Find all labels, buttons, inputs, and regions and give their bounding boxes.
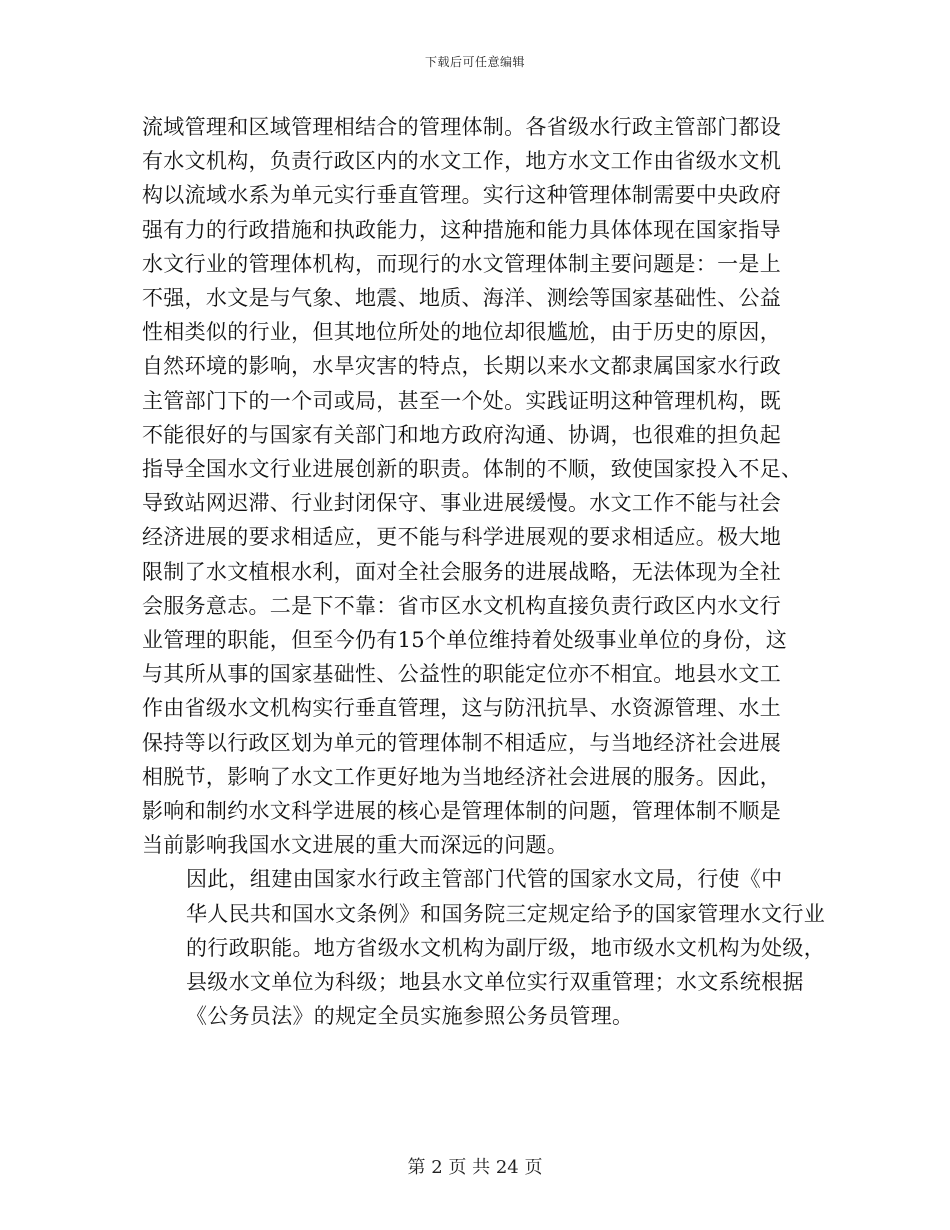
text-line: 《公务员法》的规定全员实施参照公务员管理。	[186, 1004, 634, 1029]
paragraph	[142, 862, 825, 1033]
text-line: 指导全国水文行业进展创新的职责。体制的不顺，致使国家投入不足、	[142, 457, 803, 482]
text-line: 相脱节，影响了水文工作更好地为当地经济社会进展的服务。因此，	[142, 764, 781, 789]
text-line: 导致站网迟滞、行业封闭保守、事业进展缓慢。水文工作不能与社会	[142, 491, 781, 516]
text-line: 不能很好的与国家有关部门和地方政府沟通、协调，也很难的担负起	[142, 422, 781, 447]
text-line: 影响和制约水文科学进展的核心是管理体制的问题，管理体制不顺是	[142, 799, 781, 824]
page-header: 下载后可任意编辑	[424, 55, 525, 69]
text-line: 的行政职能。地方省级水文机构为副厅级，地市级水文机构为处级，	[186, 935, 825, 960]
text-line: 作由省级水文机构实行垂直管理，这与防汛抗旱、水资源管理、水土	[142, 696, 781, 721]
text-line: 当前影响我国水文进展的重大而深远的问题。	[142, 833, 568, 858]
text-line: 流域管理和区域管理相结合的管理体制。各省级水行政主管部门都设	[142, 115, 781, 139]
text-line: 业管理的职能，但至今仍有15个单位维持着处级事业单位的身份，这	[142, 628, 788, 653]
text-line: 县级水文单位为科级；地县水文单位实行双重管理；水文系统根据	[186, 970, 804, 995]
text-line: 性相类似的行业，但其地位所处的地位却很尴尬，由于历史的原因，	[142, 320, 781, 345]
text-line: 会服务意志。二是下不靠：省市区水文机构直接负责行政区内水文行	[142, 593, 781, 618]
text-line: 水文行业的管理体机构，而现行的水文管理体制主要问题是：一是上	[142, 251, 781, 276]
text-line: 因此，组建由国家水行政主管部门代管的国家水文局，行使《中	[186, 867, 783, 892]
text-line: 限制了水文植根水利，面对全社会服务的进展战略，无法体现为全社	[142, 559, 781, 584]
text-line: 强有力的行政措施和执政能力，这种措施和能力具体体现在国家指导	[142, 217, 781, 242]
text-line: 主管部门下的一个司或局，甚至一个处。实践证明这种管理机构，既	[142, 388, 781, 413]
text-line: 华人民共和国水文条例》和国务院三定规定给予的国家管理水文行业	[186, 901, 825, 926]
text-line: 经济进展的要求相适应，更不能与科学进展观的要求相适应。极大地	[142, 525, 781, 550]
text-line: 与其所从事的国家基础性、公益性的职能定位亦不相宜。地县水文工	[142, 662, 781, 687]
text-line: 自然环境的影响，水旱灾害的特点，长期以来水文都隶属国家水行政	[142, 354, 781, 379]
document-body	[142, 110, 825, 1033]
text-line: 不强，水文是与气象、地震、地质、海洋、测绘等国家基础性、公益	[142, 286, 781, 311]
text-line: 保持等以行政区划为单元的管理体制不相适应，与当地经济社会进展	[142, 730, 781, 755]
page-number-footer: 第 2 页 共 24 页	[407, 1157, 543, 1178]
paragraph	[142, 110, 812, 862]
text-line: 有水文机构，负责行政区内的水文工作，地方水文工作由省级水文机	[142, 149, 781, 174]
text-line: 构以流域水系为单元实行垂直管理。实行这种管理体制需要中央政府	[142, 183, 781, 208]
